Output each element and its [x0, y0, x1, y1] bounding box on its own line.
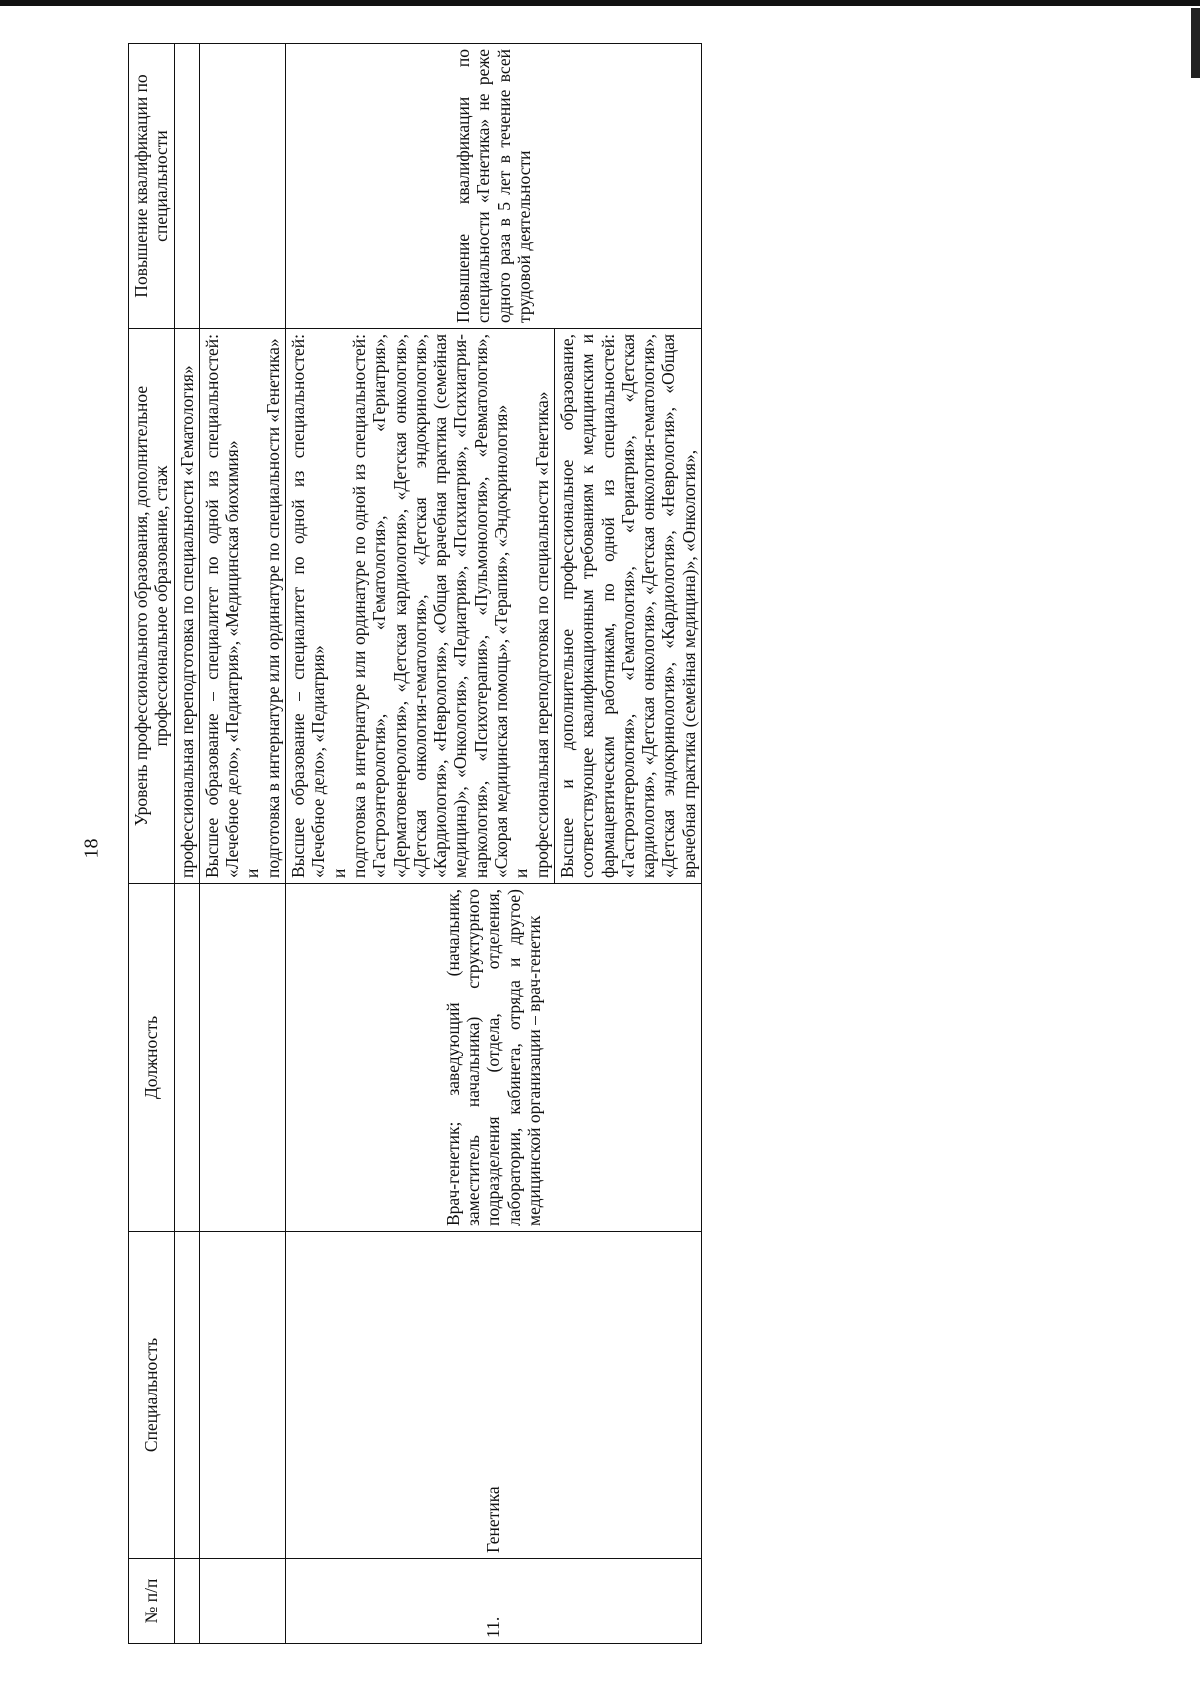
header-position: Должность: [129, 884, 175, 1232]
qualification-text: Повышение квалификации по специальности «Генетика» не реже одного раза в 5 лет в течение всей трудовой деятельности: [286, 44, 702, 329]
header-education: Уровень профессионального образования, дополнительное профессиональное образование, стаж: [129, 329, 175, 884]
education-prev-and: и: [242, 868, 263, 878]
qualification-table: [128, 43, 702, 1644]
table-row-carryover: [174, 44, 199, 1644]
cell-empty: [199, 884, 285, 1232]
cell-empty: [174, 884, 199, 1232]
table-header-row: [129, 44, 175, 1644]
cell-empty: [199, 1232, 285, 1559]
cell-empty: [174, 1559, 199, 1644]
page-number: [74, 832, 110, 864]
scan-edge-top: [0, 0, 1200, 6]
header-num: № п/п: [129, 1559, 175, 1644]
header-qualification: Повышение квалификации по специальности: [129, 44, 175, 329]
cell-empty: [199, 44, 285, 329]
page-number-text: 18: [80, 838, 103, 858]
rotated-table-container: [128, 44, 1196, 1644]
education-prev-cell: [199, 329, 285, 884]
header-specialty: Специальность: [129, 1232, 175, 1559]
table-row-11: [286, 44, 555, 1644]
education-a-and-2: и: [511, 868, 532, 878]
education-prev-line-1: Высшее образование – специалитет по одной из специальностей: «Лечебное дело», «Педиатрия», «Медицинская биохимия»: [201, 334, 243, 878]
table-row-previous: [199, 44, 285, 1644]
education-b-line-1: Высшее и дополнительное профессиональное образование, соответствующее квалификационным требованиям к медицинским и фармацевтическим работникам, по одной из специальностей: «Гастроэнтерология», «Гематология», «Гериатрия», «Детская кардиология», «Детская онкология», «Детская онкология-гематология», «Детская эндокринология», «Кардиология», «Неврология», «Общая врачебная практика (семейная медицина)», «Онкология»,: [556, 334, 699, 878]
education-a-line-1: Высшее образование – специалитет по одной из специальностей: «Лечебное дело», «Педиатрия»: [288, 334, 329, 878]
row-number: 11.: [286, 1559, 702, 1644]
education-a-line-2: подготовка в интернатуре или ординатуре по одной из специальностей: «Гастроэнтерология», «Гематология», «Гериатрия», «Дерматовенерология», «Детская кардиология», «Детская онкология», «Детская онкология-гематология», «Детская эндокринология», «Кардиология», «Неврология», «Общая врачебная практика (семейная медицина)», «Онкология», «Педиатрия», «Психиатрия», «Психиатрия-наркология», «Психотерапия», «Пульмонология», «Ревматология», «Скорая медицинская помощь», «Терапия», «Эндокринология»: [348, 334, 512, 878]
education-a-and-1: и: [328, 868, 349, 878]
education-option-b: [554, 329, 701, 884]
education-carryover: профессиональная переподготовка по специальности «Гематология»: [174, 329, 199, 884]
specialty-name: Генетика: [286, 1232, 702, 1559]
cell-empty: [174, 1232, 199, 1559]
position-name: Врач-генетик; заведующий (начальник, заместитель начальника) структурного подразделения (отдела, отделения, лаборатории, кабинета, отряда и другое) медицинской организации – врач-генетик: [286, 884, 702, 1232]
education-prev-line-2: подготовка в интернатуре или ординатуре по специальности «Генетика»: [262, 338, 283, 878]
education-a-line-3: профессиональная переподготовка по специальности «Генетика»: [531, 391, 552, 878]
cell-empty: [199, 1559, 285, 1644]
education-option-a: [286, 329, 555, 884]
cell-empty: [174, 44, 199, 329]
